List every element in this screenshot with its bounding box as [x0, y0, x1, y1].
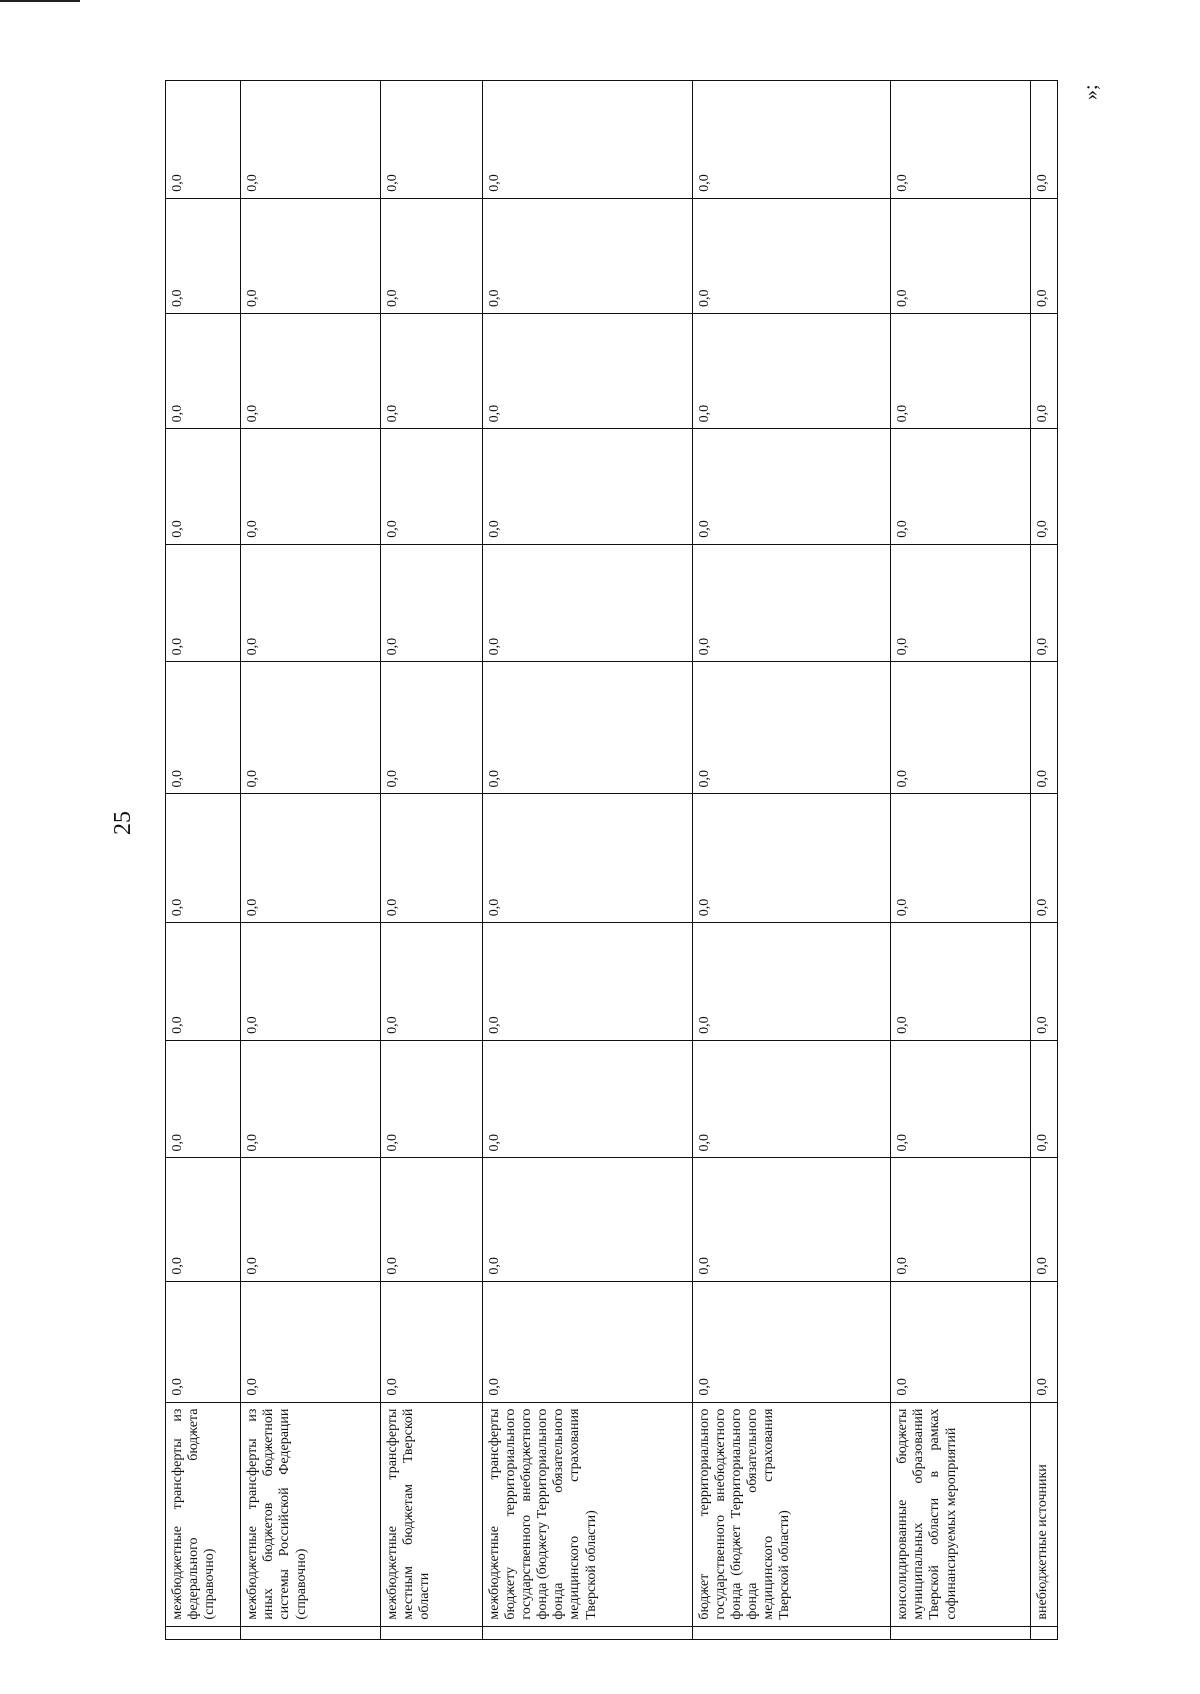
value-cell: 0,0 — [241, 1281, 381, 1402]
page-number: 25 — [110, 811, 136, 835]
value-cell: 0,0 — [241, 544, 381, 662]
row-label: межбюджетные трансферты из иных бюджетов бюджетной системы Российской Федерации (справочно) — [241, 1402, 381, 1626]
table-row — [241, 81, 381, 1640]
value-cell: 0,0 — [482, 81, 692, 199]
value-cell: 0,0 — [891, 544, 1031, 662]
value-cell: 0,0 — [166, 429, 241, 544]
value-cell: 0,0 — [891, 1158, 1031, 1281]
value-cell: 0,0 — [482, 544, 692, 662]
value-cell: 0,0 — [241, 314, 381, 429]
value-cell: 0,0 — [692, 314, 891, 429]
value-cell: 0,0 — [166, 923, 241, 1041]
value-cell: 0,0 — [692, 429, 891, 544]
value-cell: 0,0 — [166, 198, 241, 313]
table-body — [166, 81, 1058, 1640]
value-cell: 0,0 — [166, 794, 241, 923]
empty-cell — [380, 1626, 482, 1639]
empty-cell — [1030, 1626, 1057, 1639]
value-cell: 0,0 — [482, 198, 692, 313]
value-cell: 0,0 — [241, 1040, 381, 1158]
table-row — [692, 81, 891, 1640]
value-cell: 0,0 — [1030, 1040, 1057, 1158]
value-cell: 0,0 — [891, 198, 1031, 313]
value-cell: 0,0 — [692, 198, 891, 313]
value-cell: 0,0 — [166, 81, 241, 199]
value-cell: 0,0 — [380, 923, 482, 1041]
value-cell: 0,0 — [482, 429, 692, 544]
value-cell: 0,0 — [1030, 81, 1057, 199]
value-cell: 0,0 — [380, 429, 482, 544]
value-cell: 0,0 — [241, 662, 381, 794]
value-cell: 0,0 — [692, 1158, 891, 1281]
value-cell: 0,0 — [891, 314, 1031, 429]
value-cell: 0,0 — [482, 794, 692, 923]
value-cell: 0,0 — [1030, 662, 1057, 794]
row-label: межбюджетные трансферты местным бюджетам Тверской области — [380, 1402, 482, 1626]
value-cell: 0,0 — [891, 1040, 1031, 1158]
table-row — [380, 81, 482, 1640]
budget-table — [165, 80, 1058, 1640]
row-label: внебюджетные источники — [1030, 1402, 1057, 1626]
value-cell: 0,0 — [482, 923, 692, 1041]
value-cell: 0,0 — [380, 794, 482, 923]
empty-cell — [692, 1626, 891, 1639]
row-label: межбюджетные трансферты из федерального бюджета (справочно) — [166, 1402, 241, 1626]
value-cell: 0,0 — [241, 429, 381, 544]
value-cell: 0,0 — [482, 1158, 692, 1281]
value-cell: 0,0 — [241, 923, 381, 1041]
value-cell: 0,0 — [241, 1158, 381, 1281]
value-cell: 0,0 — [380, 662, 482, 794]
value-cell: 0,0 — [1030, 429, 1057, 544]
value-cell: 0,0 — [891, 1281, 1031, 1402]
value-cell: 0,0 — [1030, 1158, 1057, 1281]
empty-cell — [482, 1626, 692, 1639]
table-row — [1030, 81, 1057, 1640]
empty-cell — [891, 1626, 1031, 1639]
value-cell: 0,0 — [241, 81, 381, 199]
value-cell: 0,0 — [380, 1158, 482, 1281]
row-label: бюджет территориального государственного внебюджетного фонда (бюджет Территориального фонда обязательного медицинского страхования Тверской области) — [692, 1402, 891, 1626]
value-cell: 0,0 — [380, 1040, 482, 1158]
value-cell: 0,0 — [692, 1040, 891, 1158]
empty-cell — [166, 1626, 241, 1639]
value-cell: 0,0 — [692, 794, 891, 923]
value-cell: 0,0 — [1030, 1281, 1057, 1402]
value-cell: 0,0 — [1030, 794, 1057, 923]
scan-artifact — [0, 0, 80, 2]
value-cell: 0,0 — [1030, 314, 1057, 429]
value-cell: 0,0 — [166, 314, 241, 429]
value-cell: 0,0 — [891, 662, 1031, 794]
value-cell: 0,0 — [380, 198, 482, 313]
value-cell: 0,0 — [1030, 923, 1057, 1041]
value-cell: 0,0 — [482, 662, 692, 794]
value-cell: 0,0 — [241, 794, 381, 923]
rotated-table-wrapper — [165, 80, 1058, 1640]
value-cell: 0,0 — [482, 314, 692, 429]
value-cell: 0,0 — [692, 923, 891, 1041]
value-cell: 0,0 — [1030, 544, 1057, 662]
empty-cell — [241, 1626, 381, 1639]
value-cell: 0,0 — [166, 544, 241, 662]
value-cell: 0,0 — [692, 81, 891, 199]
value-cell: 0,0 — [241, 198, 381, 313]
value-cell: 0,0 — [1030, 198, 1057, 313]
value-cell: 0,0 — [380, 544, 482, 662]
value-cell: 0,0 — [166, 662, 241, 794]
table-row — [166, 81, 241, 1640]
value-cell: 0,0 — [380, 81, 482, 199]
value-cell: 0,0 — [166, 1281, 241, 1402]
row-label: межбюджетные трансферты бюджету территориального государственного внебюджетного фонда (бюджету Территориального фонда обязательного медицинского страхования Тверской области) — [482, 1402, 692, 1626]
value-cell: 0,0 — [166, 1158, 241, 1281]
value-cell: 0,0 — [692, 544, 891, 662]
value-cell: 0,0 — [692, 1281, 891, 1402]
table-row — [482, 81, 692, 1640]
value-cell: 0,0 — [891, 429, 1031, 544]
value-cell: 0,0 — [166, 1040, 241, 1158]
value-cell: 0,0 — [380, 1281, 482, 1402]
value-cell: 0,0 — [380, 314, 482, 429]
value-cell: 0,0 — [482, 1281, 692, 1402]
value-cell: 0,0 — [482, 1040, 692, 1158]
value-cell: 0,0 — [891, 923, 1031, 1041]
value-cell: 0,0 — [692, 662, 891, 794]
table-row — [891, 81, 1031, 1640]
value-cell: 0,0 — [891, 794, 1031, 923]
row-label: консолидированные бюджеты муниципальных образований Тверской области в рамках софинансируемых мероприятий — [891, 1402, 1031, 1626]
closing-quote-mark: »; — [1080, 84, 1102, 100]
value-cell: 0,0 — [891, 81, 1031, 199]
